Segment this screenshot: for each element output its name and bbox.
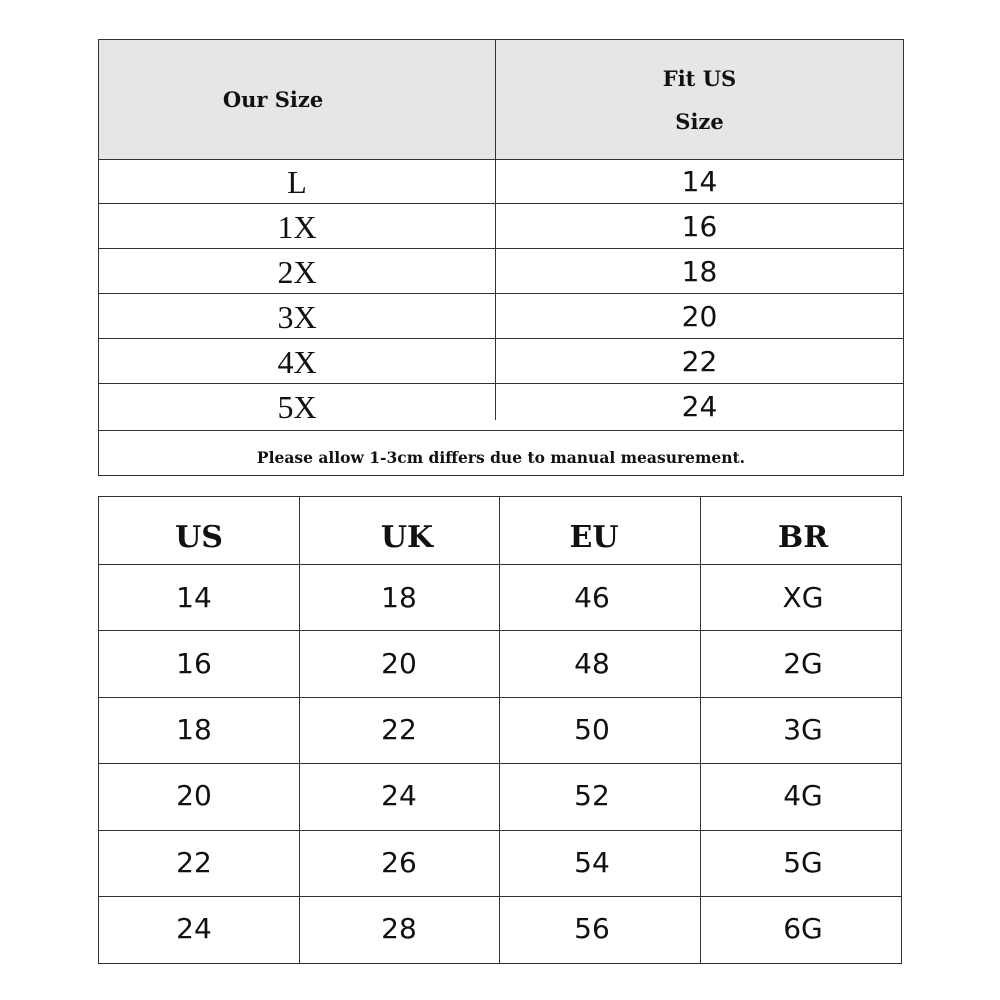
br-cell: 2G: [783, 647, 823, 680]
us-cell: 18: [176, 713, 212, 746]
us-size-cell: 14: [681, 165, 718, 198]
table-row: [99, 294, 903, 339]
br-cell: 4G: [783, 779, 823, 812]
measurement-note: Please allow 1-3cm differs due to manual measurement.: [256, 448, 746, 467]
conversion-table: [98, 496, 902, 964]
header-uk: UK: [380, 520, 434, 555]
header-br: BR: [777, 520, 829, 555]
our-size-cell: 2X: [99, 249, 496, 293]
us-cell: 22: [176, 846, 212, 879]
us-size-cell: 16: [681, 210, 718, 243]
table-row: [99, 159, 903, 204]
us-cell: 20: [176, 779, 212, 812]
us-size-cell: 20: [681, 300, 718, 333]
uk-cell: 22: [381, 713, 417, 746]
table-row: [99, 249, 903, 294]
column-divider: [700, 497, 701, 963]
us-cell: 24: [176, 912, 212, 945]
header-cell-our-size: [99, 40, 496, 159]
header-eu: EU: [569, 520, 619, 555]
table-row: [99, 339, 903, 384]
us-size-cell: 22: [681, 345, 718, 378]
uk-cell: 26: [381, 846, 417, 879]
our-size-cell: 4X: [99, 339, 496, 383]
br-cell: XG: [782, 581, 824, 614]
eu-cell: 48: [574, 647, 610, 680]
our-size-cell: L: [99, 159, 496, 203]
table-row: [99, 204, 903, 249]
header-cell-fit-us-size: [496, 40, 903, 159]
uk-cell: 28: [381, 912, 417, 945]
our-size-cell: 5X: [99, 384, 496, 420]
size-table-header: [99, 40, 903, 160]
us-cell: 14: [176, 581, 212, 614]
eu-cell: 52: [574, 779, 610, 812]
header-us: US: [175, 520, 223, 555]
eu-cell: 54: [574, 846, 610, 879]
us-cell: 16: [176, 647, 212, 680]
us-size-cell: 24: [681, 390, 718, 423]
our-size-cell: 3X: [99, 294, 496, 338]
uk-cell: 20: [381, 647, 417, 680]
eu-cell: 46: [574, 581, 610, 614]
size-table: [98, 39, 904, 476]
eu-cell: 56: [574, 912, 610, 945]
br-cell: 6G: [783, 912, 823, 945]
uk-cell: 24: [381, 779, 417, 812]
our-size-cell: 1X: [99, 204, 496, 248]
us-size-cell: 18: [681, 255, 718, 288]
header-our-size-label: Our Size: [222, 87, 324, 112]
br-cell: 5G: [783, 846, 823, 879]
eu-cell: 50: [574, 713, 610, 746]
header-fit-size-label: Size: [675, 108, 724, 134]
header-fit-us-label: Fit US: [662, 65, 737, 91]
uk-cell: 18: [381, 581, 417, 614]
table-row: [99, 384, 903, 431]
br-cell: 3G: [783, 713, 823, 746]
